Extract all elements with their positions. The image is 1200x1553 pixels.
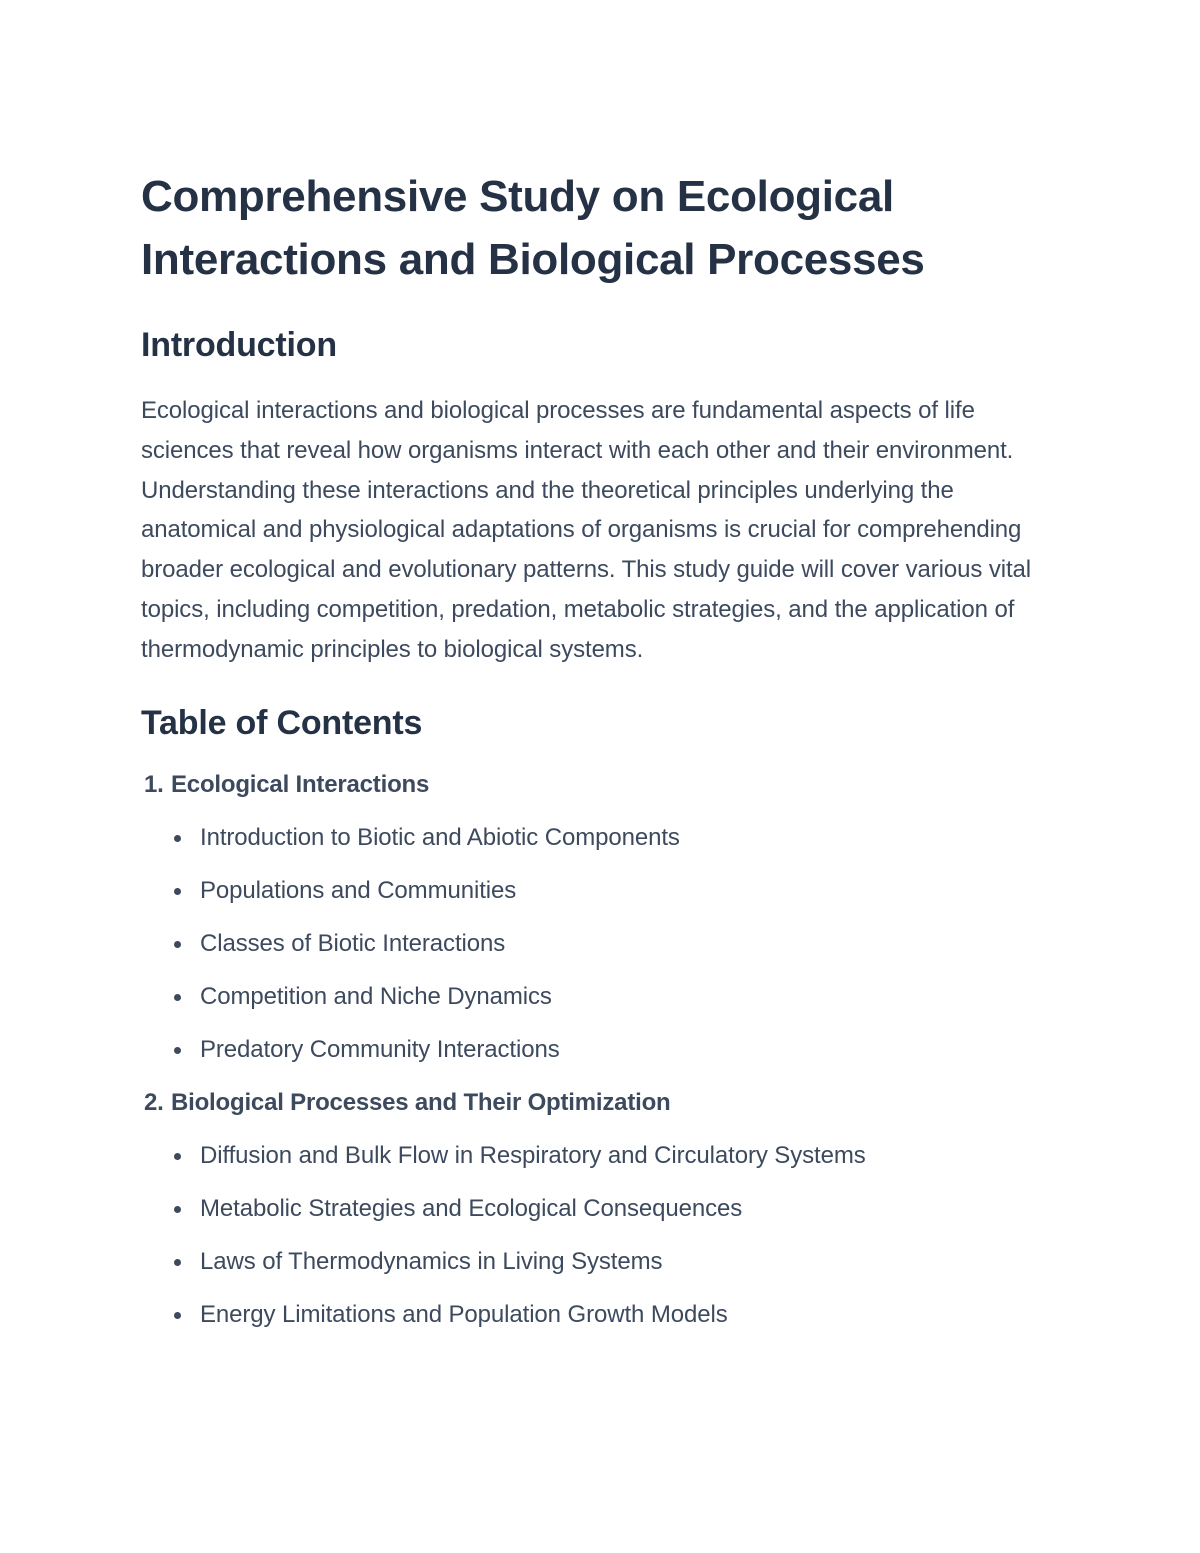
toc-section-label: Biological Processes and Their Optimization	[171, 1088, 671, 1116]
toc-item: Diffusion and Bulk Flow in Respiratory and Circulatory Systems	[171, 1138, 1061, 1174]
document-page	[141, 165, 1061, 1333]
toc-section-label: Ecological Interactions	[171, 770, 430, 798]
toc-section-title	[141, 1085, 1061, 1121]
toc-section-number: 1.	[144, 770, 164, 798]
toc-item: Metabolic Strategies and Ecological Consequences	[171, 1191, 1061, 1227]
document-title	[141, 165, 1061, 291]
table-of-contents	[141, 767, 1061, 1333]
title-line-2: Interactions and Biological Processes	[141, 235, 925, 284]
title-line-1: Comprehensive Study on Ecological	[141, 172, 894, 221]
toc-section	[141, 767, 1061, 1068]
toc-subsection-list	[141, 1138, 1061, 1333]
toc-heading: Table of Contents	[141, 703, 423, 742]
toc-section-title	[141, 767, 1061, 803]
toc-section	[141, 1085, 1061, 1333]
toc-item: Classes of Biotic Interactions	[171, 926, 1061, 962]
toc-section-number: 2.	[144, 1088, 164, 1116]
introduction-heading: Introduction	[141, 326, 337, 364]
toc-item: Energy Limitations and Population Growth Models	[171, 1297, 1061, 1333]
toc-subsection-list	[141, 820, 1061, 1068]
toc-item: Introduction to Biotic and Abiotic Components	[171, 820, 1061, 856]
introduction-paragraph: Ecological interactions and biological processes are fundamental aspects of life sciences that reveal how organisms interact with each other and their environment. Understanding these interactions and the theoretical principles underlying the anatomical and physiological adaptations of organisms is crucial for comprehending broader ecological and evolutionary patterns. This study guide will cover various vital topics, including competition, predation, metabolic strategies, and the application of thermodynamic principles to biological systems.	[141, 397, 1031, 663]
toc-item: Competition and Niche Dynamics	[171, 979, 1061, 1015]
toc-item: Laws of Thermodynamics in Living Systems	[171, 1244, 1061, 1280]
toc-item: Populations and Communities	[171, 873, 1061, 909]
toc-item: Predatory Community Interactions	[171, 1032, 1061, 1068]
